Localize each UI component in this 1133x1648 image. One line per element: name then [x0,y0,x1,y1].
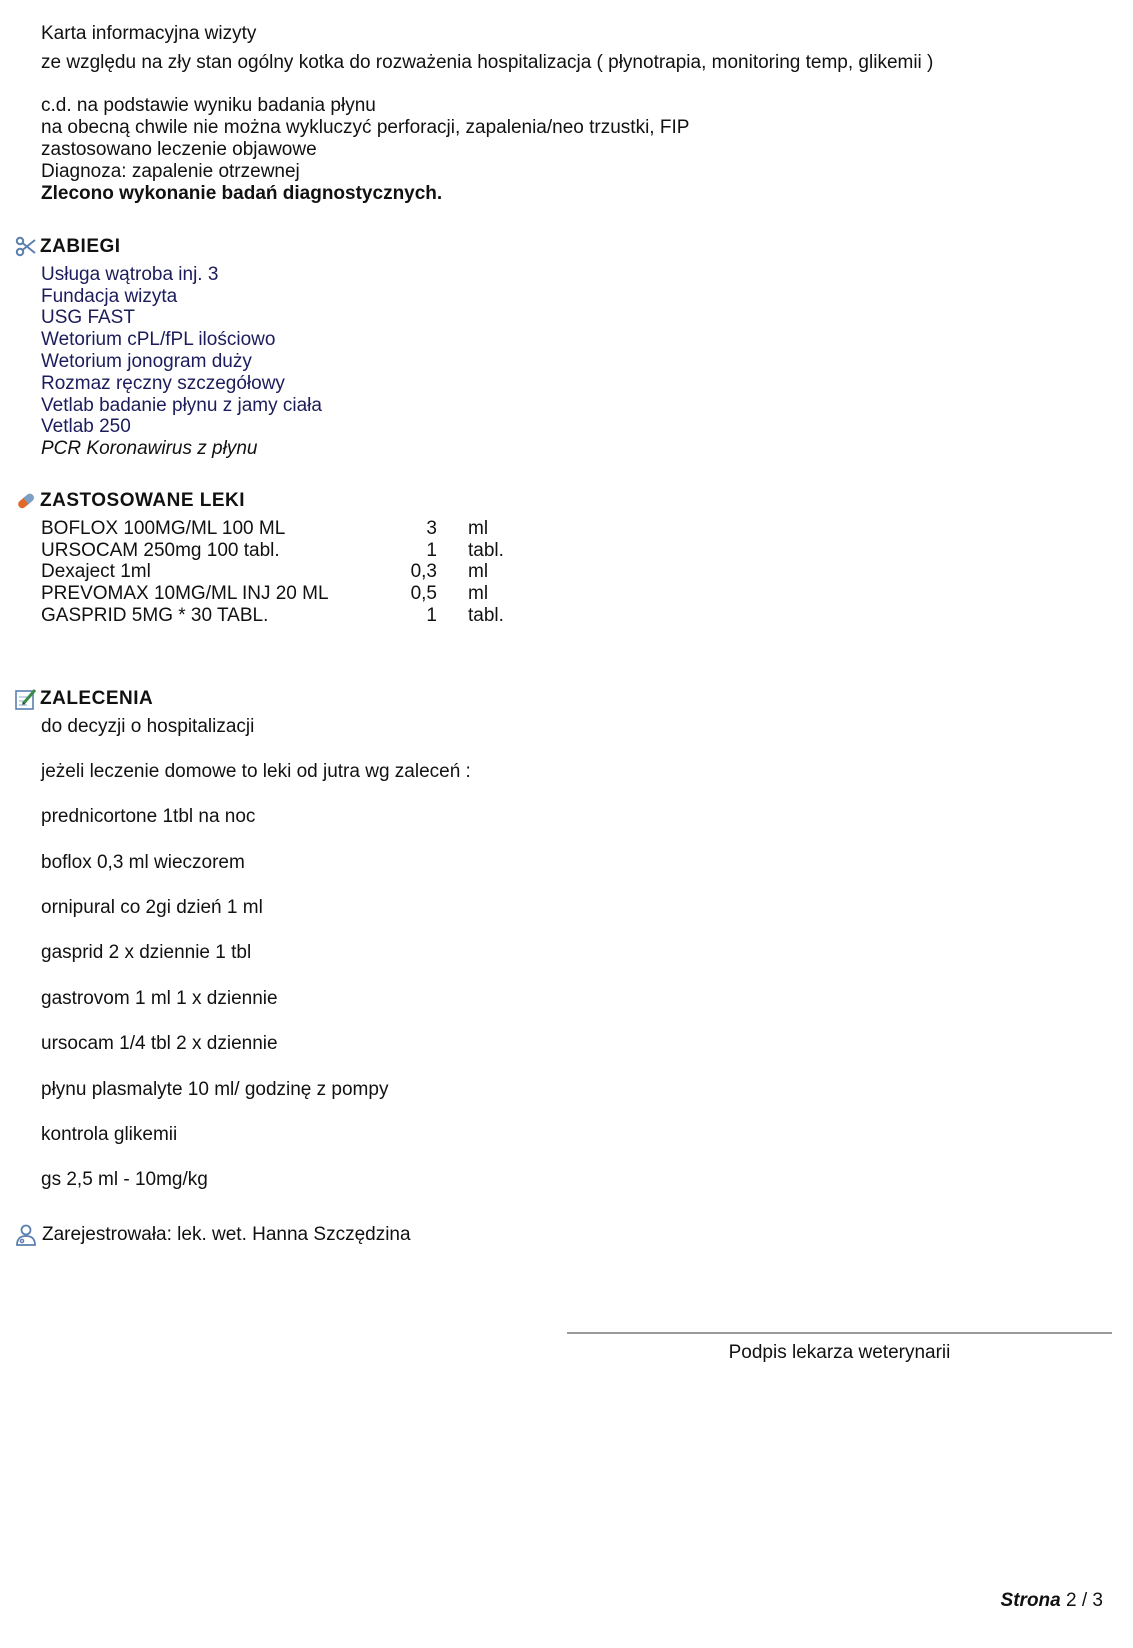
med-unit: tabl. [468,540,504,561]
med-unit: ml [468,583,489,604]
procedure-item: USG FAST [41,307,135,328]
recommendation-item: do decyzji o hospitalizacji [41,716,255,737]
procedure-item: Wetorium jonogram duży [41,351,252,372]
med-name: PREVOMAX 10MG/ML INJ 20 ML [41,583,329,604]
diag-line: na obecną chwile nie można wykluczyć perforacji, zapalenia/neo trzustki, FIP [41,117,690,138]
procedure-item: Rozmaz ręczny szczegółowy [41,373,285,394]
diag-line: zastosowano leczenie objawowe [41,139,317,160]
med-name: Dexaject 1ml [41,561,151,582]
diag-line: c.d. na podstawie wyniku badania płynu [41,95,376,116]
recommendation-item: prednicortone 1tbl na noc [41,806,256,827]
note-line: ze względu na zły stan ogólny kotka do rozważenia hospitalizacja ( płynotrapia, monitoring temp, glikemii ) [41,52,934,73]
med-name: BOFLOX 100MG/ML 100 ML [41,518,286,539]
zalecenia-heading [14,686,153,712]
recommendation-item: boflox 0,3 ml wieczorem [41,852,245,873]
scissors-icon [14,235,38,259]
procedure-item: Wetorium cPL/fPL ilościowo [41,329,276,350]
pill-icon [14,489,38,513]
med-qty: 1 [426,540,437,561]
med-unit: ml [468,561,489,582]
recommendation-item: ursocam 1/4 tbl 2 x dziennie [41,1033,278,1054]
leki-heading [14,488,245,514]
page-word: Strona [1000,1590,1061,1611]
med-qty: 0,3 [410,561,437,582]
signature-line [567,1332,1112,1334]
recommendation-item: płynu plasmalyte 10 ml/ godzinę z pompy [41,1079,389,1100]
recommendation-item: kontrola glikemii [41,1124,178,1145]
page-current: 2 [1066,1590,1077,1611]
procedure-item: Vetlab 250 [41,416,131,437]
recommendation-item: gs 2,5 ml - 10mg/kg [41,1169,208,1190]
med-qty: 3 [426,518,437,539]
recommendation-item: gastrovom 1 ml 1 x dziennie [41,988,278,1009]
med-qty: 0,5 [410,583,437,604]
recommendation-item: ornipural co 2gi dzień 1 ml [41,897,263,918]
zabiegi-title: ZABIEGI [40,236,121,257]
recommendation-item: gasprid 2 x dziennie 1 tbl [41,942,252,963]
registered-text: Zarejestrowała: lek. wet. Hanna Szczędzina [42,1224,411,1245]
doctor-icon [14,1223,38,1247]
med-name: GASPRID 5MG * 30 TABL. [41,605,269,626]
card-title: Karta informacyjna wizyty [41,23,257,44]
page-indicator [1001,1590,1103,1612]
zalecenia-title: ZALECENIA [40,688,154,709]
zabiegi-heading [14,234,121,260]
med-unit: ml [468,518,489,539]
procedure-item: Usługa wątroba inj. 3 [41,264,219,285]
procedure-item: Vetlab badanie płynu z jamy ciała [41,395,322,416]
signature-label: Podpis lekarza weterynarii [728,1342,951,1363]
procedure-item: Fundacja wizyta [41,286,178,307]
diag-line: Diagnoza: zapalenie otrzewnej [41,161,300,182]
recommendation-item: jeżeli leczenie domowe to leki od jutra wg zaleceń : [41,761,471,782]
procedure-item-italic: PCR Koronawirus z płynu [41,438,258,459]
leki-title: ZASTOSOWANE LEKI [40,490,246,511]
page-total: / 3 [1081,1590,1103,1611]
med-qty: 1 [426,605,437,626]
med-name: URSOCAM 250mg 100 tabl. [41,540,280,561]
diag-bold-line: Zlecono wykonanie badań diagnostycznych. [41,183,443,204]
notepad-pencil-icon [14,687,38,711]
registered-row [14,1222,411,1248]
med-unit: tabl. [468,605,504,626]
